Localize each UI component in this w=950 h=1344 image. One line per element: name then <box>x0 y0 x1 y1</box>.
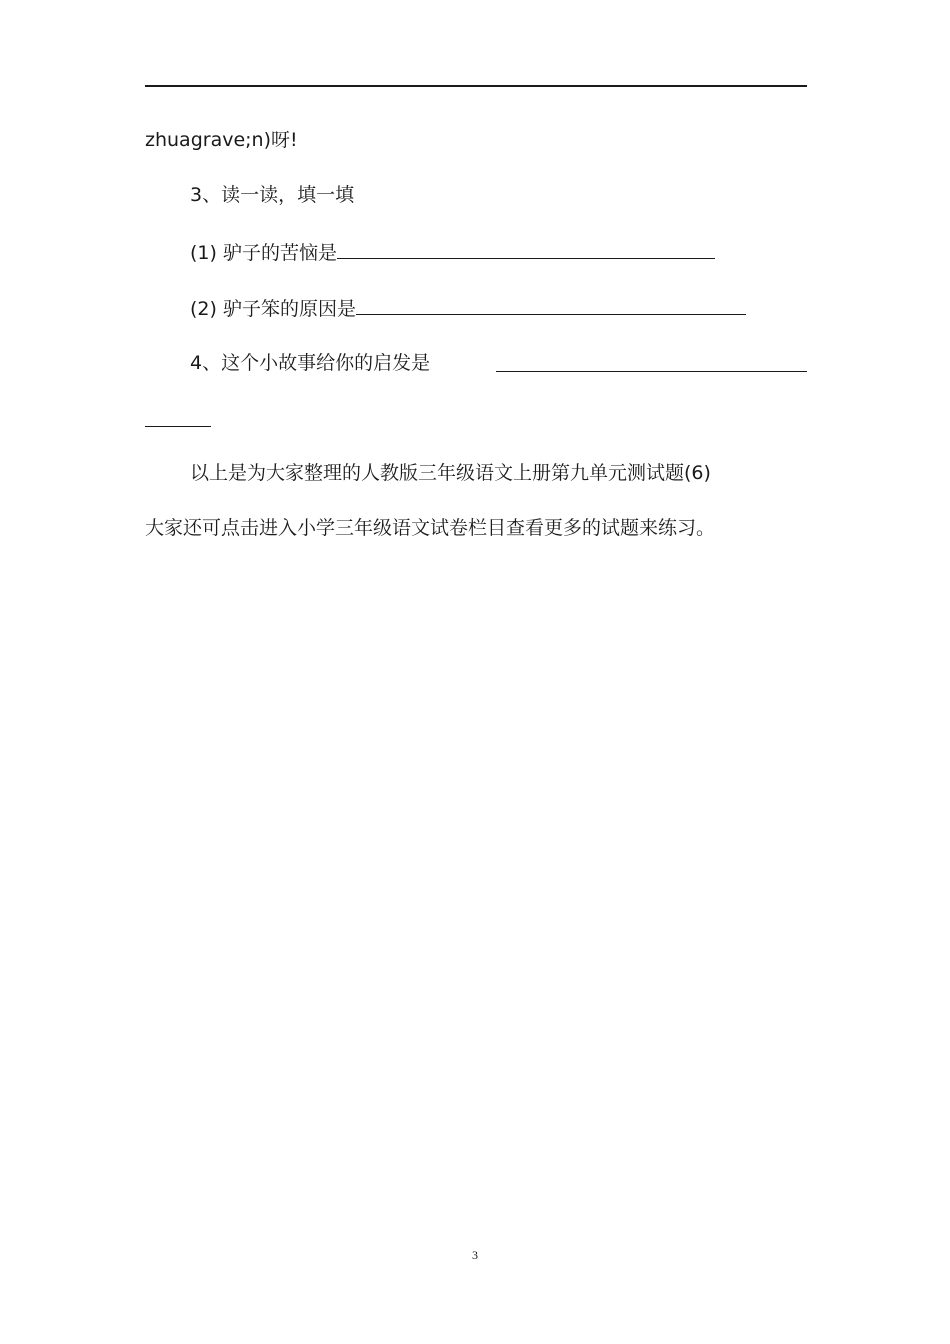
answer-line-top <box>145 85 807 87</box>
page-number: 3 <box>472 1248 478 1262</box>
answer-blank-2[interactable] <box>356 313 746 315</box>
closing-paragraph-line-2: 大家还可点击进入小学三年级语文试卷栏目查看更多的试题来练习。 <box>145 517 716 539</box>
question-3-item-1-label: (1) 驴子的苦恼是 <box>190 242 337 264</box>
closing-paragraph-line-1: 以上是为大家整理的人教版三年级语文上册第九单元测试题(6) <box>190 462 711 484</box>
question-4-prompt: 4、这个小故事给你的启发是 <box>190 352 431 374</box>
continuation-text: zhuagrave;n)呀! <box>145 129 298 151</box>
answer-blank-1[interactable] <box>337 257 715 259</box>
question-3-heading: 3、读一读，填一填 <box>190 184 355 206</box>
question-3-item-2 <box>190 296 746 322</box>
question-3-item-1 <box>190 240 715 266</box>
answer-blank-3[interactable] <box>496 371 807 372</box>
question-3-item-2-label: (2) 驴子笨的原因是 <box>190 298 356 320</box>
answer-blank-3-continued[interactable] <box>145 426 211 427</box>
